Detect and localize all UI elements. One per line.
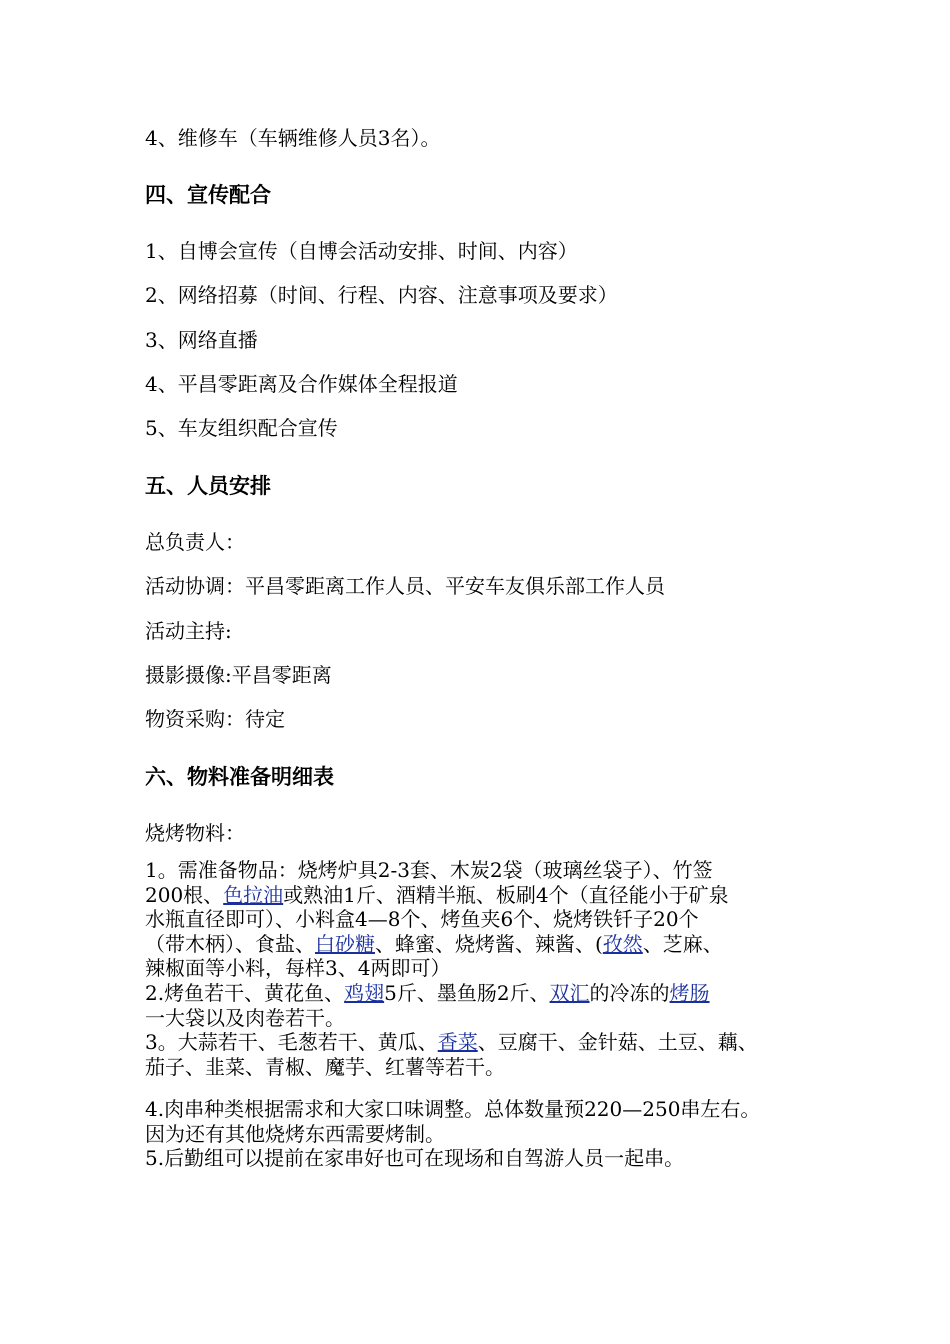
cumin-link[interactable]: 孜然 <box>602 931 643 956</box>
section-heading-publicity: 四、宣传配合 <box>145 183 271 207</box>
materials-note: 4.肉串种类根据需求和大家口味调整。总体数量预220—250串左右。 <box>145 1097 761 1121</box>
materials-line: 1。需准备物品：烧烤炉具2-3套、木炭2袋（玻璃丝袋子）、竹签 <box>145 858 713 882</box>
publicity-item: 4、平昌零距离及合作媒体全程报道 <box>145 372 458 396</box>
chicken-wings-link[interactable]: 鸡翅 <box>344 980 385 1005</box>
maintenance-vehicle-item: 4、维修车（车辆维修人员3名）。 <box>145 126 441 150</box>
sausage-link[interactable]: 烤肠 <box>669 980 710 1005</box>
publicity-item: 2、网络招募（时间、行程、内容、注意事项及要求） <box>145 283 618 307</box>
staffing-item: 摄影摄像:平昌零距离 <box>145 663 332 687</box>
publicity-item: 1、自博会宣传（自博会活动安排、时间、内容） <box>145 239 578 263</box>
materials-note: 因为还有其他烧烤东西需要烤制。 <box>145 1121 445 1146</box>
publicity-item: 5、车友组织配合宣传 <box>145 416 338 440</box>
materials-list: 1。需准备物品：烧烤炉具2-3套、木炭2袋（玻璃丝袋子）、竹签 200根、色拉油或熟油1斤、酒精半瓶、板刷4个（直径能小于矿泉 水瓶直径即可）、小料盒4—8个、烤鱼夹6个、烧烤铁钎子20个 （带木柄）、食盐、白砂糖、蜂蜜、烧烤酱、辣酱、(孜然、芝麻、 辣椒面等小料，每样3、4两即可） 2.烤鱼若干、黄花鱼、鸡翅5斤、墨鱼肠2斤、双汇的冷冻的烤肠 一大袋以及肉卷若干。 3。大蒜若干、毛葱若干、黄瓜、香菜、豆腐干、金针菇、土豆、藕、 茄子、韭菜、青椒、魔芋、红薯等若干。 <box>145 858 758 1079</box>
staffing-item: 物资采购：待定 <box>145 707 285 731</box>
publicity-item: 3、网络直播 <box>145 328 258 352</box>
staffing-item: 活动主持: <box>145 619 232 643</box>
section-heading-staffing: 五、人员安排 <box>145 474 271 498</box>
materials-subtitle: 烧烤物料： <box>145 821 245 845</box>
materials-notes <box>145 1097 760 1171</box>
coriander-link[interactable]: 香菜 <box>437 1030 478 1055</box>
staffing-item: 活动协调：平昌零距离工作人员、平安车友俱乐部工作人员 <box>145 574 665 598</box>
salad-oil-link[interactable]: 色拉油 <box>223 882 284 907</box>
white-sugar-link[interactable]: 白砂糖 <box>315 931 375 956</box>
section-heading-materials: 六、物料准备明细表 <box>145 765 334 789</box>
shuanghui-link[interactable]: 双汇 <box>549 980 590 1005</box>
staffing-item: 总负责人： <box>145 530 245 554</box>
materials-note: 5.后勤组可以提前在家串好也可在现场和自驾游人员一起串。 <box>145 1146 685 1171</box>
